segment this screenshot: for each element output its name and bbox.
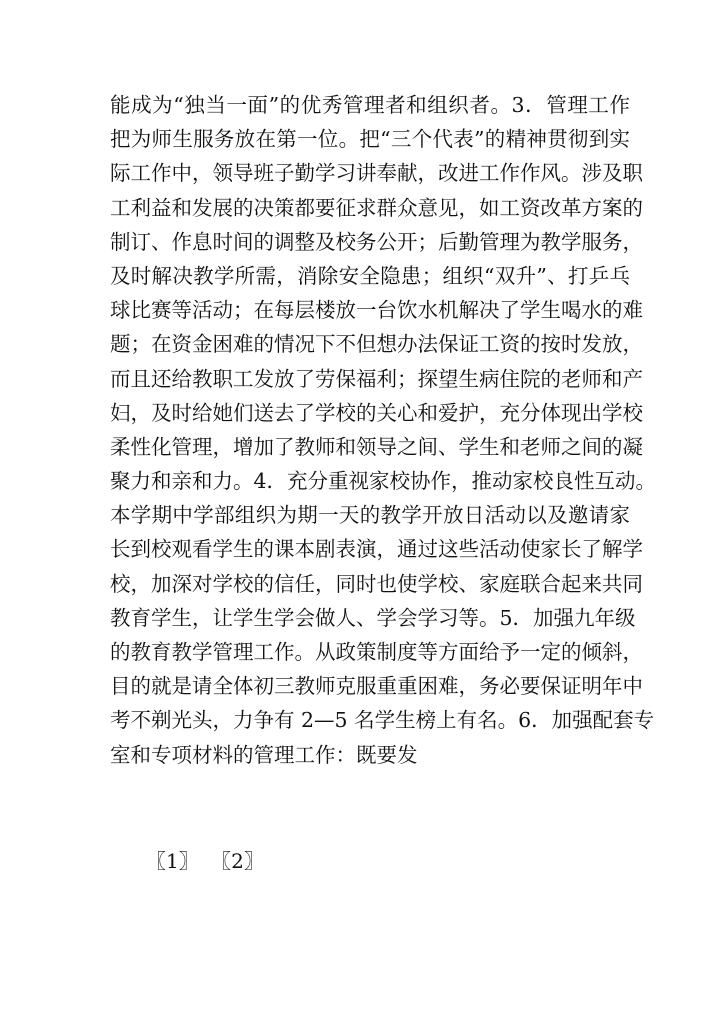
text-line: 及时解决教学所需，消除安全隐患；组织“双升”、打乒乓 — [110, 263, 630, 288]
text-line: 能成为“独当一面”的优秀管理者和组织者。3．管理工作 — [110, 93, 630, 117]
text-line: 教育学生，让学生学会做人、学会学习等。5．加强九年级 — [110, 605, 636, 630]
page-link-1[interactable]: 〖1〗 — [146, 849, 199, 873]
text-line: 工利益和发展的决策都要征求群众意见，如工资改革方案的 — [110, 195, 643, 220]
pagination — [146, 846, 270, 876]
body-text — [110, 88, 657, 772]
text-line: 球比赛等活动；在每层楼放一台饮水机解决了学生喝水的难 — [110, 298, 643, 323]
text-line: 聚力和亲和力。4．充分重视家校协作，推动家校良性互动。 — [110, 469, 657, 494]
text-line: 把为师生服务放在第一位。把“三个代表”的精神贯彻到实 — [110, 127, 630, 152]
text-line: 题；在资金困难的情况下不但想办法保证工资的按时发放， — [110, 332, 643, 357]
text-line: 校，加深对学校的信任，同时也使学校、家庭联合起来共同 — [110, 571, 643, 596]
text-line: 的教育教学管理工作。从政策制度等方面给予一定的倾斜， — [110, 640, 643, 664]
text-line: 柔性化管理，增加了教师和领导之间、学生和老师之间的凝 — [110, 434, 643, 459]
text-line: 本学期中学部组织为期一天的教学开放日活动以及邀请家 — [110, 503, 630, 528]
text-line: 际工作中，领导班子勤学习讲奉献，改进工作作风。涉及职 — [110, 161, 643, 186]
text-line: 考不剃光头，力争有 2—5 名学生榜上有名。6．加强配套专 — [110, 708, 655, 733]
text-line: 长到校观看学生的课本剧表演，通过这些活动使家长了解学 — [110, 537, 643, 562]
text-line: 妇，及时给她们送去了学校的关心和爱护，充分体现出学校 — [110, 400, 643, 425]
text-line: 目的就是请全体初三教师克服重重困难，务必要保证明年中 — [110, 674, 643, 699]
page-link-2[interactable]: 〖2〗 — [211, 849, 264, 873]
text-line: 而且还给教职工发放了劳保福利；探望生病住院的老师和产 — [110, 366, 643, 391]
text-line: 制订、作息时间的调整及校务公开；后勤管理为教学服务， — [110, 229, 643, 254]
text-line-last: 室和专项材料的管理工作：既要发 — [110, 742, 418, 767]
